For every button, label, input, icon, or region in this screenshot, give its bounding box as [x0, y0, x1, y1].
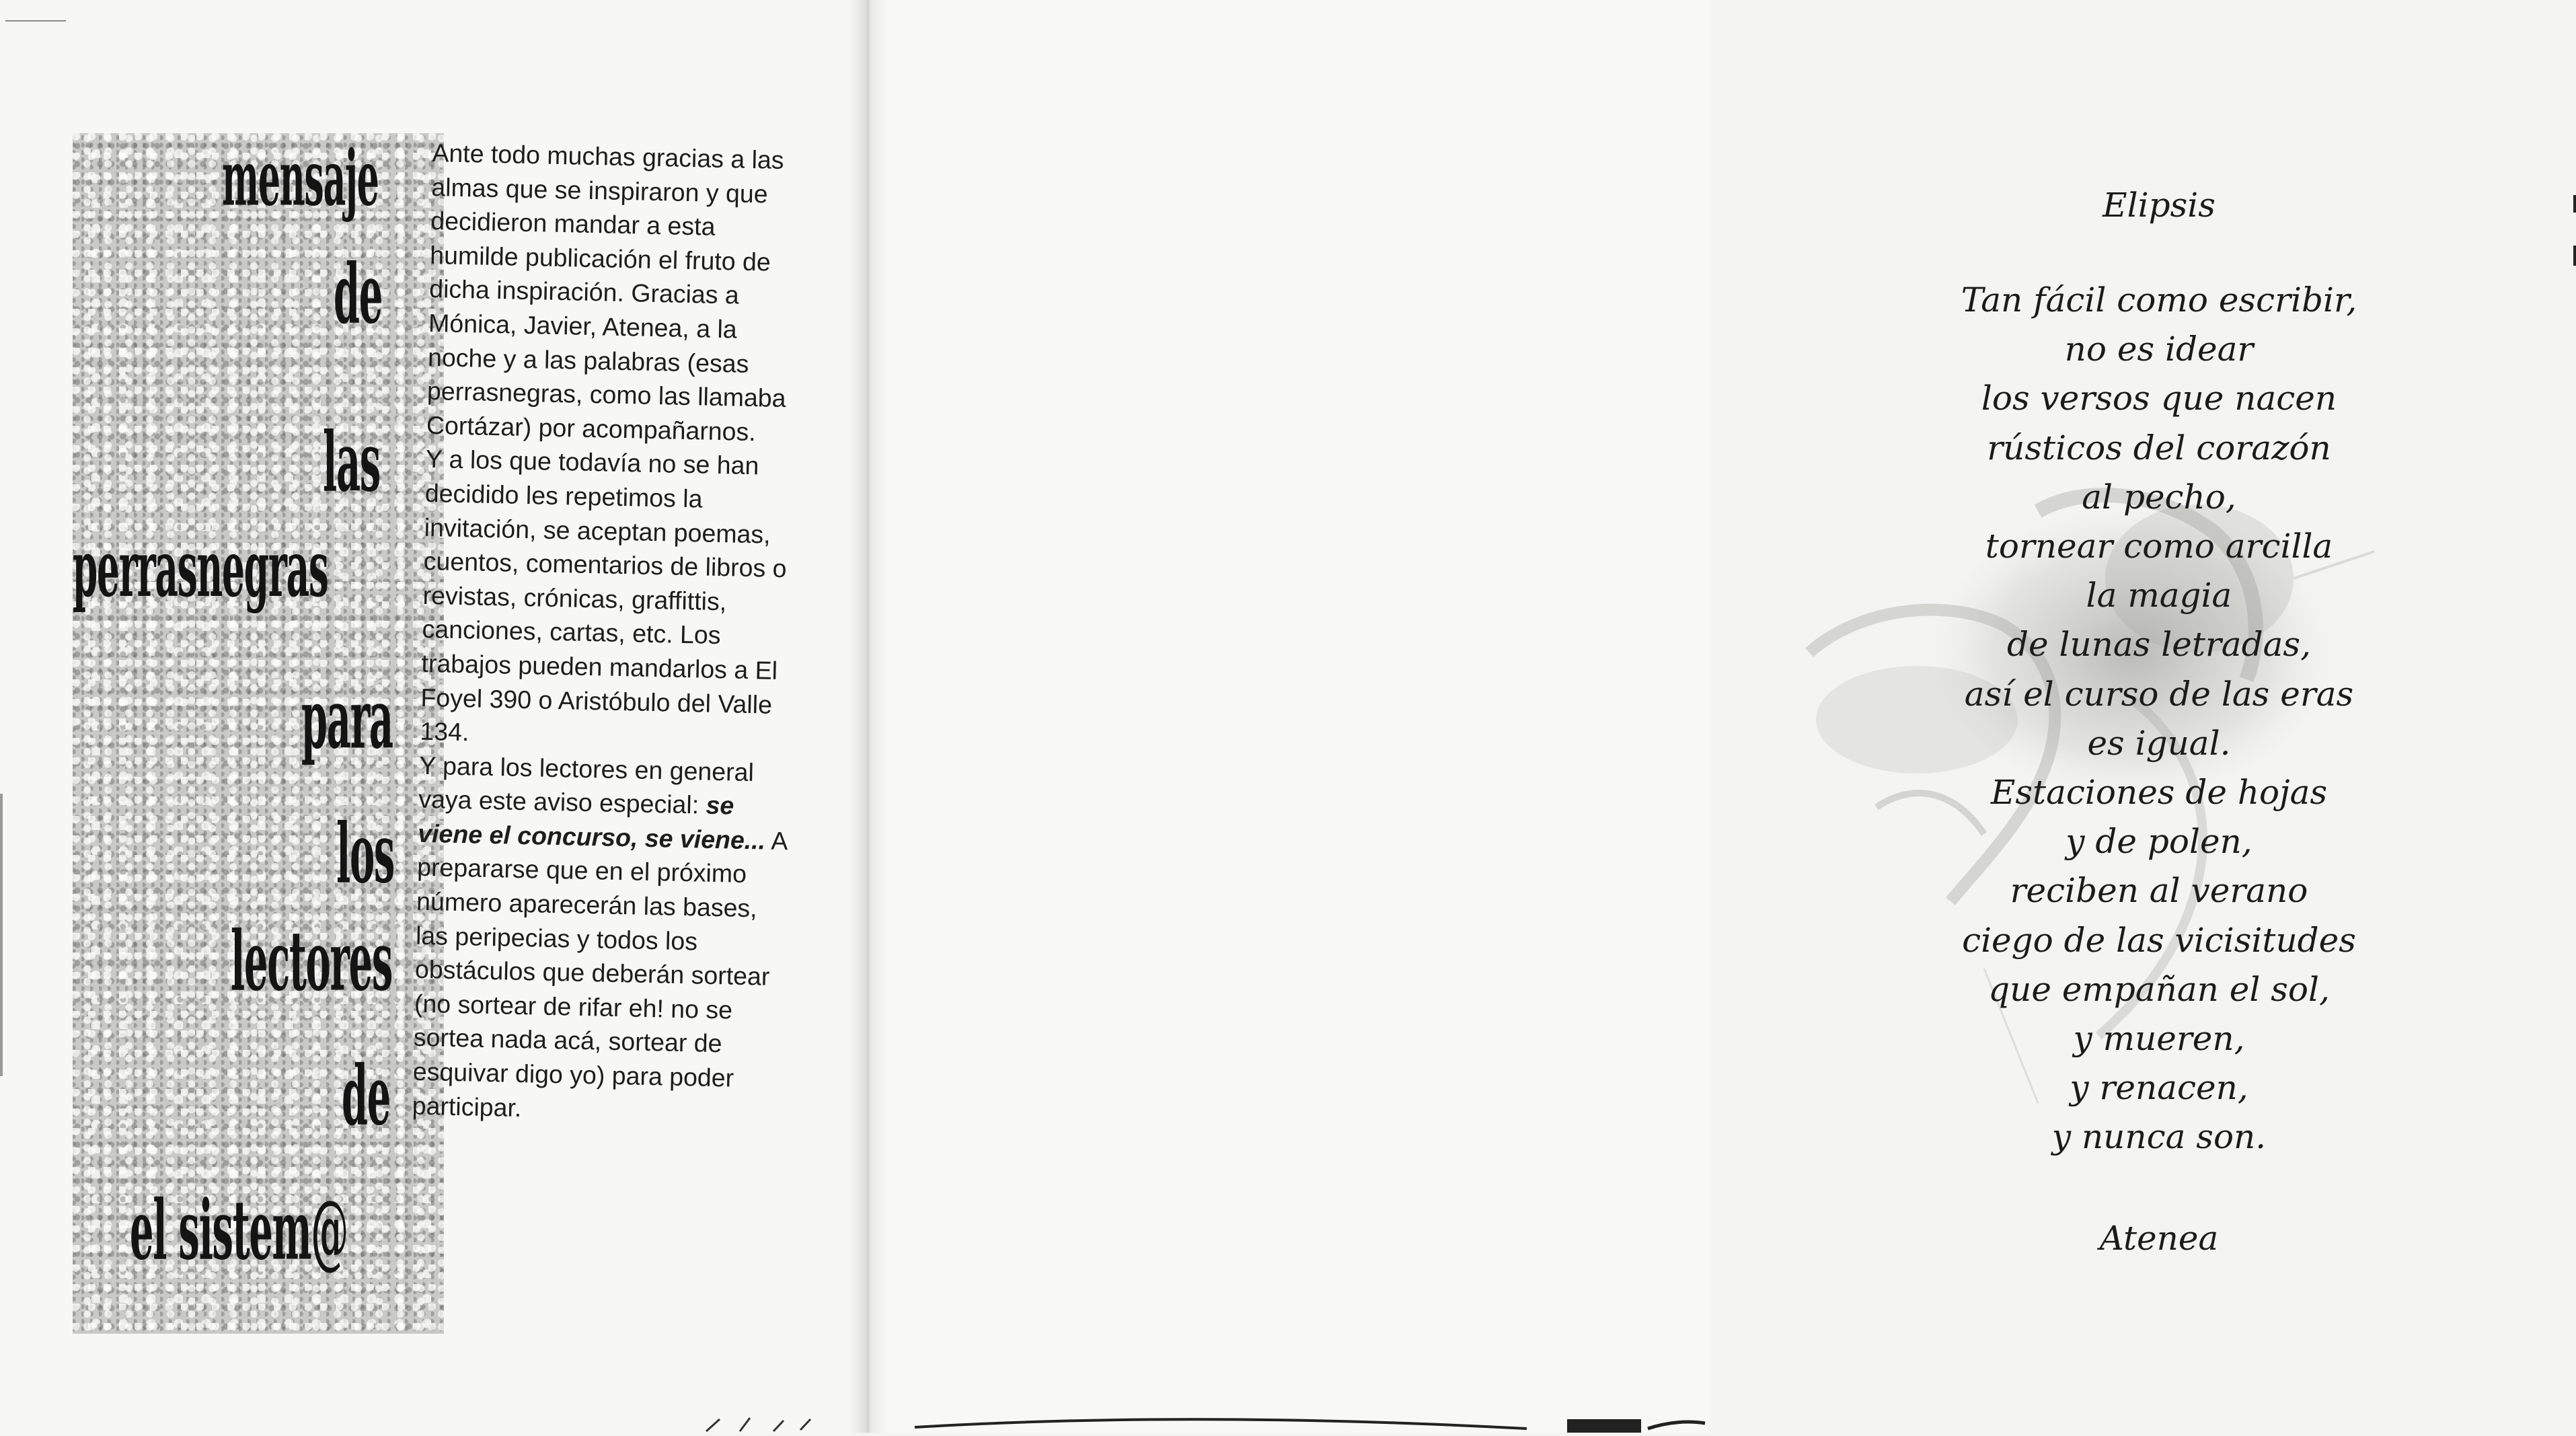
poem-line: es igual.	[2087, 723, 2231, 763]
banner-word-lectores: lectores	[231, 913, 393, 1010]
contest-details: A prepararse que en el próximo número aparecerán las bases, las peripecias y todos los obstáculos que deberán sortear (no sortear de rifar eh! no se sortea nada acá, sortear de esquivar digo yo) para poder participar.	[412, 826, 787, 1122]
banner-word-los: los	[336, 806, 395, 903]
poem-line: tornear como arcilla	[1985, 527, 2333, 566]
scan-edge-bottom	[693, 1412, 1710, 1433]
poem-author: Atenea	[2099, 1218, 2219, 1258]
poem-line: así el curso de las eras	[1964, 674, 2354, 714]
poem-line: de lunas letradas,	[2006, 625, 2311, 665]
poem-body	[1917, 276, 2401, 1162]
poem-line: y renacen,	[2070, 1068, 2248, 1108]
paragraph-contest	[412, 748, 796, 1130]
banner-word-para: para	[301, 671, 393, 768]
banner-word-las: las	[323, 414, 381, 511]
title-banner	[73, 133, 444, 1334]
book-gutter	[849, 0, 886, 1433]
poem-line: y mueren,	[2073, 1019, 2245, 1059]
paragraph-thanks: Ante todo muchas gracias a las almas que se inspiraron y que decidieron mandar a esta humilde publicación el fruto de dicha inspiración. Gracias a Mónica, Javier, Atenea, a la noche y a las palabras (esas perrasnegras, como las llamaba Cortázar) por acompañarnos.	[426, 138, 786, 446]
poem-line: los versos que nacen	[1981, 379, 2337, 418]
banner-word-el-sistema: el sistem@	[130, 1182, 348, 1279]
poem-line: Tan fácil como escribir,	[1961, 280, 2357, 319]
poem-line: la magia	[2086, 576, 2232, 615]
editorial-text	[412, 136, 809, 1131]
poem-line: rústicos del corazón	[1987, 428, 2331, 467]
banner-word-mensaje: mensaje	[222, 133, 379, 223]
banner-word-de: de	[334, 246, 383, 343]
right-page	[868, 0, 2357, 1433]
contest-intro: Y para los lectores en general vaya este aviso especial:	[418, 751, 755, 820]
scan-mark	[2573, 245, 2576, 266]
scan-edge	[0, 794, 3, 1076]
poem	[1917, 182, 2401, 1262]
paragraph-invitation: Y a los que todavía no se han decidido les repetimos la invitación, se aceptan poemas, cuentos, comentarios de libros o revistas, crónicas, graffittis, canciones, cartas, etc. Los trabajos pueden mandarlos a El Foyel 390 o Aristóbulo del Valle 134.	[420, 445, 787, 747]
scan-mark	[2573, 195, 2576, 213]
poem-line: ciego de las vicisitudes	[1962, 920, 2356, 960]
scan-mark	[5, 20, 66, 22]
poem-line: no es idear	[2064, 330, 2254, 369]
banner-word-de-2: de	[342, 1048, 391, 1145]
poem-line: que empañan el sol,	[1988, 969, 2330, 1009]
banner-word-perrasnegras: perrasnegras	[73, 523, 328, 615]
poem-title: Elipsis	[2103, 186, 2215, 225]
poem-line: y nunca son.	[2051, 1117, 2267, 1157]
left-page	[0, 0, 868, 1433]
contest-emphasis: se viene el concurso, se viene...	[417, 791, 766, 855]
poem-line: Estaciones de hojas	[1990, 773, 2328, 813]
poem-line: y de polen,	[2066, 822, 2252, 862]
poem-line: al pecho,	[2082, 477, 2236, 517]
poem-line: reciben al verano	[2010, 871, 2308, 911]
